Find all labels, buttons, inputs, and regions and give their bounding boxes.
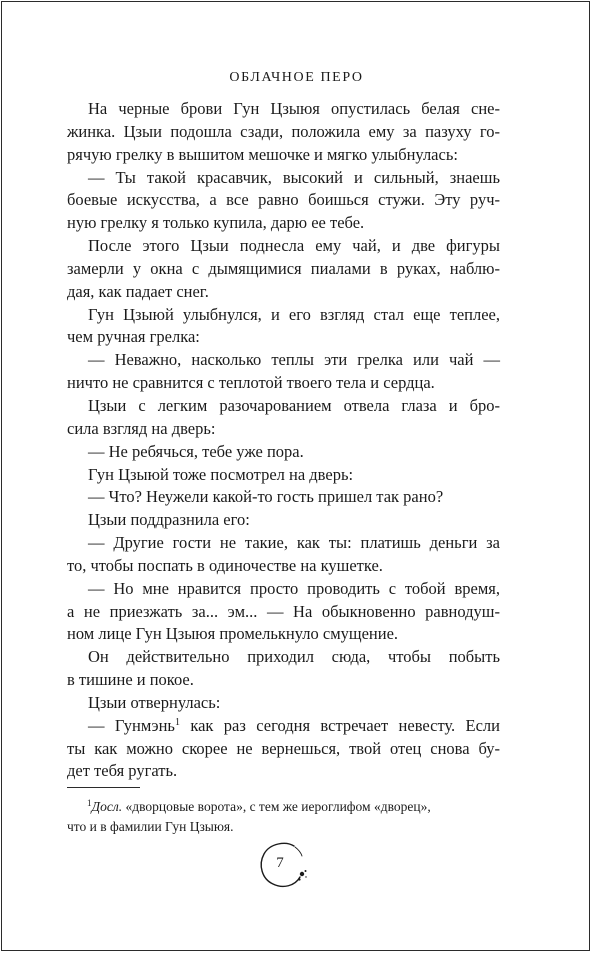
footnote-line (67, 797, 500, 817)
footnote-rule (67, 787, 140, 788)
page-number: 7 (276, 855, 284, 871)
footnote-number: 1 (87, 798, 92, 808)
text-line: ную грелку я только купила, дарю ее тебе. (67, 213, 365, 233)
footnote-abbrev: Досл. (91, 799, 123, 814)
text-line: чем ручная грелка: (67, 327, 200, 347)
text-line: — Другие гости не такие, как ты: платишь деньги за (88, 533, 500, 553)
text-line: Гун Цзыюй улыбнулся, и его взгляд стал еще теплее, (88, 304, 500, 324)
text-line: Гун Цзыюй тоже посмотрел на дверь: (88, 464, 354, 484)
paragraph (67, 235, 500, 304)
paragraph (67, 98, 500, 167)
text-line: — Ты такой красавчик, высокий и сильный, знаешь (88, 167, 500, 187)
paragraph (67, 692, 500, 715)
paragraph (67, 509, 500, 532)
text-line: Он действительно приходил сюда, чтобы побыть (88, 647, 500, 667)
footnote-text: «дворцовые ворота», с тем же иероглифом «дворец», (125, 799, 431, 814)
paragraph (67, 486, 500, 509)
paragraph (67, 715, 500, 784)
text-line: — Не ребячься, тебе уже пора. (88, 441, 304, 461)
footnote (67, 797, 500, 837)
paragraph (67, 441, 500, 464)
text-line (67, 715, 500, 738)
text-line: то, чтобы поспать в одиночестве на кушетке. (67, 555, 383, 575)
body-text (67, 98, 500, 783)
text-line: ты как можно скорее не вернешься, твой отец снова бу- (67, 738, 500, 758)
text-line: в тишине и покое. (67, 670, 194, 690)
text-segment: — Гунмэнь (88, 715, 175, 735)
paragraph (67, 464, 500, 487)
paragraph (67, 167, 500, 236)
text-line: Цзыи поддразнила его: (88, 510, 250, 530)
text-line: После этого Цзыи поднесла ему чай, и две фигуры (88, 236, 500, 256)
text-line: жинка. Цзыи подошла сзади, положила ему за пазуху го- (67, 121, 500, 141)
text-line: На черные брови Гун Цзыюя опустилась белая сне- (88, 99, 500, 118)
text-line: — Но мне нравится просто проводить с тобой время, (88, 578, 500, 598)
text-line: Цзыи отвернулась: (88, 692, 221, 712)
text-line: Цзыи с легким разочарованием отвела глаза и бро- (88, 395, 500, 415)
text-segment: как раз сегодня встречает невесту. Если (190, 715, 500, 735)
text-line: ном лице Гун Цзыюя промелькнуло смущение. (67, 624, 399, 644)
footnote-marker: 1 (174, 716, 180, 728)
text-line: дет тебя ругать. (67, 761, 178, 781)
text-line: — Что? Неужели какой-то гость пришел так рано? (88, 487, 444, 507)
paragraph (67, 646, 500, 692)
text-line: а не приезжать за... эм... — На обыкновенно равнодуш- (67, 601, 500, 621)
running-head: ОБЛАЧНОЕ ПЕРО (229, 70, 364, 85)
page-number-ornament (256, 838, 312, 894)
paragraph (67, 304, 500, 350)
text-line: ничто не сравнится с теплотой твоего тела и сердца. (67, 373, 435, 393)
paragraph (67, 578, 500, 647)
paragraph (67, 532, 500, 578)
text-line: дая, как падает снег. (67, 281, 209, 301)
paragraph (67, 349, 500, 395)
paragraph (67, 395, 500, 441)
footnote-line: что и в фамилии Гун Цзыюя. (67, 819, 234, 834)
text-line: сила взгляд на дверь: (67, 418, 216, 438)
text-line: боевые искусства, а все равно боишься стужи. Эту руч- (67, 190, 500, 210)
text-line: рячую грелку в вышитом мешочке и мягко улыбнулась: (67, 144, 458, 164)
text-line: замерли у окна с дымящимися пиалами в руках, наблю- (67, 258, 500, 278)
text-line: — Неважно, насколько теплы эти грелка или чай — (88, 350, 500, 370)
